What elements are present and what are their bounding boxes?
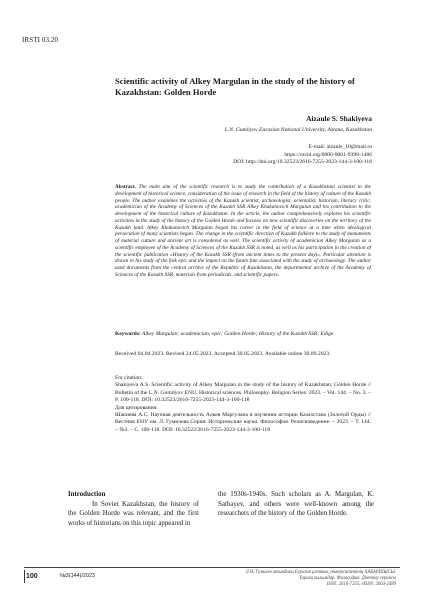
orcid-link[interactable]: https://orcid.org/0000-0001-9398-1486 <box>284 151 372 158</box>
email-line: E-mail: aizaule_10@mail.ru <box>308 144 372 150</box>
body-paragraph: In Soviet Kazakhstan, the history of the Golden Horde was relevant, and the first works of historians on this topic appeared in <box>68 500 199 527</box>
journal-name-line: Л.Н. Гумилев атындағы Еуразия ұлттық университетінің ХАБАРШЫСЫ. <box>245 570 396 575</box>
body-paragraph: the 1930s-1940s. Such scholars as A. Margulan, K. Satbayev, and others were well-known among the researchers of the history of the Golden Horde. <box>218 491 374 518</box>
journal-issn-line: ISSN: 2616-7255, eISSN: 2663-2489 <box>326 581 396 587</box>
article-title: Scientific activity of Alkey Margulan in the study of the history of Kazakhstan: Golden Horde <box>115 76 355 97</box>
journal-info <box>245 570 396 587</box>
keywords <box>115 331 371 338</box>
section-heading-introduction: Introduction <box>68 491 106 498</box>
doi-link[interactable]: DOI: http://doi.org/10.32523/2616-7255-2023-144-3-100-118 <box>233 159 372 166</box>
page-footer <box>24 569 400 595</box>
journal-issue: №3(144)/2023 <box>60 573 95 579</box>
citation-label-ru: Для цитирования: <box>115 404 158 411</box>
journal-series-line: Тарихи ғылымдар. Философия. Дінтану сериясы <box>299 575 396 581</box>
abstract-text: The main aim of the scientific research is to study the contribution of a Kazakhstani scientist to the development of historical science, consideration of the issue of research in the field of the history of culture of the Kazakh people. The author examines the activities of the Kazakh scientist, archaeologist, orientalist, historian, literary critic, academician of the Academy of Sciences of the Kazakh SSR Alkey Khakanovich Margulan and his contribution to the development of the historical culture of Kazakhstan. In the article, the author comprehensively explores his scientific activities in the study of the history of the Golden Horde and focuses on new scientific discoveries on the territory of the Kazakh land. Alkey Khakanovich Margulan began his career in the field of science at a time when ideological persecution of many scientists began. The change in the scientific direction of Kazakh folklore to the study of monuments of material culture and ancient art is considered as well. The scientific activity of academician Alkey Margulan as a scientific employee of the Academy of Sciences of the Kazakh SSR is noted, as well as his participation in the creation of the scientific publication «History of the Kazakh SSR (from ancient times to the present day)». Particular attention is drawn to his study of the folk epic and the impact on the future fate associated with the study of archaeology. The author used documents from the central archive of the Republic of Kazakhstan, the departmental archive of the Academy of Sciences of the Kazakh SSR, materials from periodicals, and scientific papers. <box>115 184 371 278</box>
keywords-label: Keywords: <box>115 331 141 337</box>
citation-text-ru: Шакиева А.С. Научная деятельность Алкея Маргулана в изучении истории Казахстана (Золотой Орды) //Вестник ЕНУ им. Л. Гумилева Серия: Исторические науки. Философия. Религиоведение. – 2023. – Т. 144. – №3. – С. 100-118. DOI: 10.32523/2616-7255-2023-144-3-100-118 <box>115 412 371 433</box>
body-column-right <box>218 490 374 519</box>
citation-block <box>115 375 371 434</box>
citation-text-en: Shakiyeva A.S. Scientific activity of Alkey Margulan in the study of the history of Kazakhstan: Golden Horde // Bulletin of the L.N. Gumilyov ENU. Historical sciences. Philosophy. Religion Series. 2023. – Vol. 144. – No. 3. – P. 100-118. DOI: 10.32523/2616-7255-2023-144-3-100-118 <box>115 382 371 404</box>
body-column-left <box>68 490 199 528</box>
abstract-label: Abstract. <box>115 184 136 190</box>
author-contacts <box>233 144 372 167</box>
irsti-code: IRSTI 03.20 <box>22 36 59 44</box>
footer-divider <box>24 567 400 568</box>
page-number: 100 <box>26 573 38 580</box>
citation-label-en: For citation: <box>115 375 143 381</box>
author-affiliation: L.N. Gumilyov Eurasian National University, Astana, Kazakhstan <box>224 127 372 133</box>
abstract <box>115 184 371 279</box>
publication-dates: Received 04.04.2023. Revised 24.05.2023. Accepted 30.05.2023. Available online 30.09.2023. <box>115 351 331 357</box>
author-name: Aizaule S. Shakiyeva <box>306 114 372 123</box>
keywords-text: Alkey Margulan; academician; epic; Golden Horde; History of the Kazakh SSR; Edige <box>142 331 334 337</box>
